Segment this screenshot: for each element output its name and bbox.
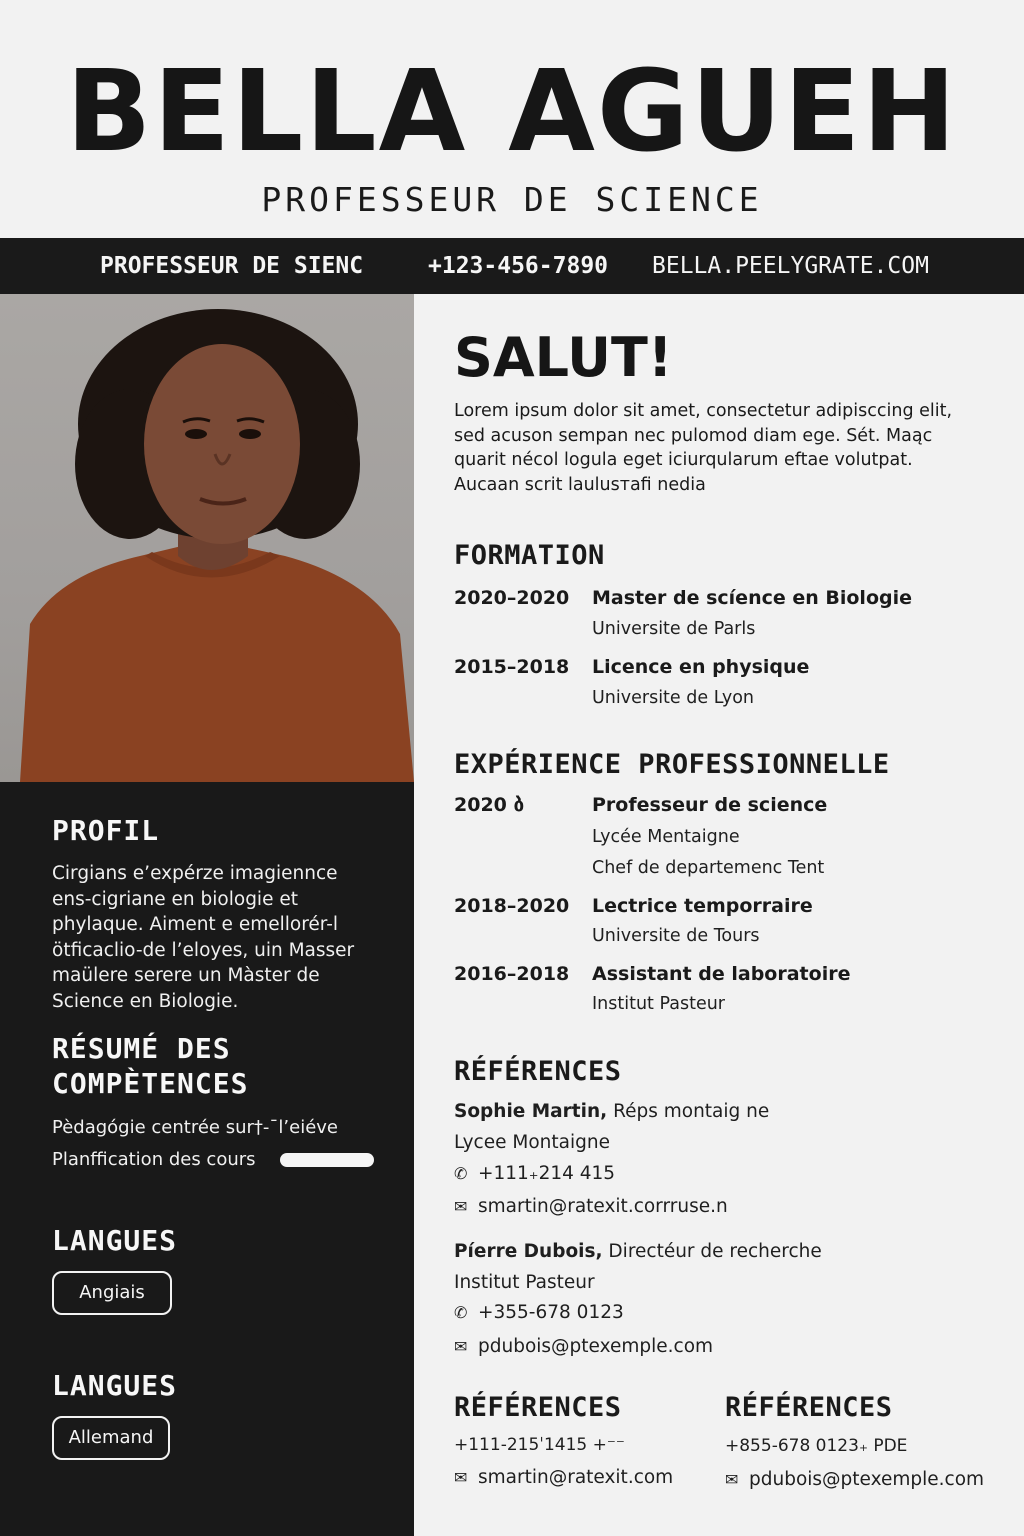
education-dates: 2020–2020: [454, 587, 570, 609]
experience-heading: EXPÉRIENCE PROFESSIONNELLE: [454, 749, 890, 780]
reference-email-line: [725, 1469, 984, 1490]
candidate-title: PROFESSEUR DE SCIENCE: [261, 180, 763, 219]
experience-dates: 2020 ბ: [454, 794, 525, 816]
skill-item: Planffication des cours: [52, 1149, 256, 1170]
candidate-name: BELLA AGUEH: [65, 47, 959, 177]
education-dates: 2015–2018: [454, 656, 570, 678]
sidebar: [0, 782, 414, 1536]
skills-heading-line-1: RÉSUMÉ DES: [52, 1032, 231, 1065]
education-heading: FORMATION: [454, 540, 605, 571]
phone-icon: ✆: [454, 1303, 468, 1322]
reference-email-line: [454, 1196, 728, 1217]
reference-email[interactable]: pdubois@ptexemple.com: [478, 1336, 714, 1357]
envelope-icon: ✉: [454, 1468, 468, 1487]
skill-item: Pèdagógie centrée sur†-ˉl’eiéve: [52, 1117, 338, 1138]
reference-role: Directéur de recherche: [602, 1241, 822, 1262]
experience-detail: Chef de departemenc Tent: [592, 858, 825, 878]
education-degree: Master de scíence en Biologie: [592, 587, 912, 609]
reference-phone[interactable]: +355-678 0123: [478, 1302, 624, 1323]
envelope-icon: ✉: [454, 1337, 468, 1356]
experience-title: Professeur de science: [592, 794, 828, 816]
portrait-illustration: [0, 294, 414, 782]
references-heading: RÉFÉRENCES: [454, 1056, 622, 1087]
intro-paragraph: Lorem ipsum dolor sit amet, consectetur adipisccing elit, sed acuson sempan nec pulomod diam ege. Sét. Maąc quarit nécol logula eget iciurqularum eftae volutpat. Aucaan scrit laulusтafi nedia: [454, 401, 953, 495]
language-pill: Allemand: [52, 1416, 170, 1460]
profile-heading: PROFIL: [52, 814, 160, 847]
reference-name-line: [454, 1101, 769, 1122]
reference-email[interactable]: smartin@ratexit.com: [478, 1467, 674, 1488]
experience-title: Assistant de laboratoire: [592, 963, 851, 985]
reference-role: Réps montaig ne: [607, 1101, 770, 1122]
references-heading: RÉFÉRENCES: [725, 1392, 893, 1423]
skill-level-bar: [280, 1153, 374, 1167]
profile-photo: [0, 294, 414, 782]
experience-dates: 2018–2020: [454, 895, 570, 917]
reference-phone[interactable]: +111₊214 415: [478, 1163, 616, 1184]
reference-email-line: [454, 1467, 673, 1488]
resume-header: [0, 0, 1024, 238]
reference-org: Lycee Montaigne: [454, 1132, 610, 1153]
reference-phone[interactable]: +855-678 0123₊ PDE: [725, 1436, 908, 1456]
reference-email-line: [454, 1336, 713, 1357]
languages-heading: LANGUES: [52, 1369, 178, 1402]
envelope-icon: ✉: [454, 1197, 468, 1216]
contact-website[interactable]: BELLA.PEELYGRATE.COM: [652, 253, 929, 279]
reference-phone-line: [454, 1163, 615, 1184]
experience-detail: Universite de Tours: [592, 926, 760, 946]
main-content: [414, 294, 1024, 1536]
languages-heading: LANGUES: [52, 1224, 178, 1257]
reference-name-line: [454, 1241, 822, 1262]
experience-dates: 2016–2018: [454, 963, 570, 985]
reference-phone[interactable]: +111-215ˈ1415 +⁻⁻: [454, 1435, 625, 1455]
experience-detail: Lycée Mentaigne: [592, 827, 740, 847]
language-pill: Angiais: [52, 1271, 172, 1315]
skills-heading-line-2: COMPÈTENCES: [52, 1067, 249, 1100]
education-degree: Licence en physique: [592, 656, 810, 678]
reference-phone-line: [454, 1302, 624, 1323]
education-school: Universite de Parls: [592, 619, 756, 639]
reference-name: Sophie Martin,: [454, 1101, 608, 1122]
reference-email[interactable]: smartin@ratexit.corrruse.n: [478, 1196, 728, 1217]
reference-name: Píerre Dubois,: [454, 1241, 603, 1262]
experience-title: Lectrice temporraire: [592, 895, 813, 917]
reference-org: Institut Pasteur: [454, 1272, 595, 1293]
profile-text: Cirgians e’expérze imagiennce ens-cigriane en biologie et phylaque. Aiment e emellorér-l ötficaclio-de l’eloyes, uin Masser maülere serere un Màster de Science en Biologie.: [52, 863, 355, 1012]
education-school: Universite de Lyon: [592, 688, 754, 708]
contact-phone[interactable]: +123-456-7890: [428, 253, 609, 279]
envelope-icon: ✉: [725, 1470, 739, 1489]
reference-email[interactable]: pdubois@ptexemple.com: [749, 1469, 985, 1490]
experience-detail: Institut Pasteur: [592, 994, 725, 1014]
contact-title: PROFESSEUR DE SIENC: [100, 253, 364, 279]
contact-bar: [0, 238, 1024, 294]
phone-icon: ✆: [454, 1164, 468, 1183]
references-heading: RÉFÉRENCES: [454, 1392, 622, 1423]
greeting-heading: SALUT!: [454, 326, 673, 389]
